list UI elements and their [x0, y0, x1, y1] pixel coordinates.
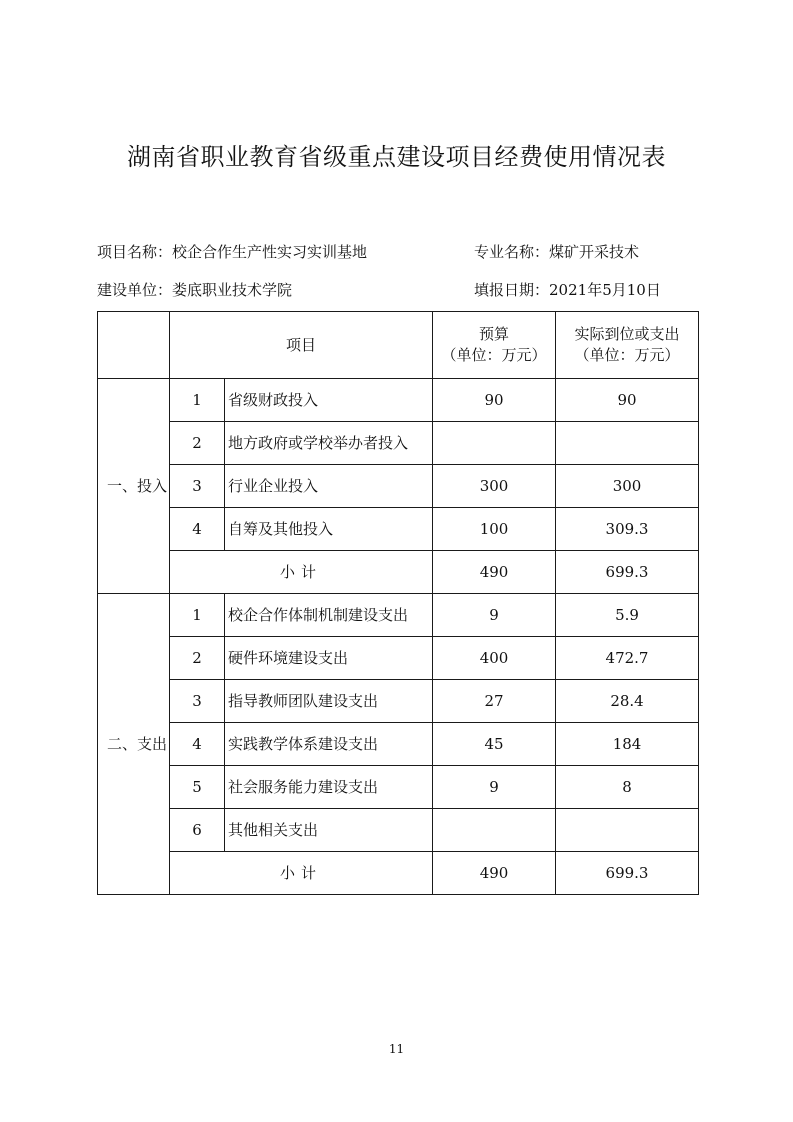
row-actual: 472.7 [556, 637, 699, 680]
project-name-label: 项目名称： [97, 243, 173, 261]
table-row [98, 465, 699, 508]
subtotal-label: 小计 [170, 852, 433, 895]
table-row [98, 766, 699, 809]
date-field [474, 279, 661, 300]
major-label: 专业名称： [474, 243, 550, 261]
table-row [98, 422, 699, 465]
table-row [98, 379, 699, 422]
table-row [98, 594, 699, 637]
header-actual-unit: （单位：万元） [574, 346, 680, 364]
subtotal-label: 小计 [170, 551, 433, 594]
row-name: 其他相关支出 [225, 809, 433, 852]
date-label: 填报日期： [474, 281, 550, 299]
row-name: 校企合作体制机制建设支出 [225, 594, 433, 637]
page-number: 11 [388, 1042, 405, 1056]
table-row [98, 680, 699, 723]
funding-table [97, 311, 699, 895]
row-actual: 184 [556, 723, 699, 766]
row-name: 硬件环境建设支出 [225, 637, 433, 680]
row-budget: 27 [433, 680, 556, 723]
section-expenditure-label: 二、支出 [98, 594, 170, 895]
row-no: 6 [170, 809, 225, 852]
subtotal-budget: 490 [433, 551, 556, 594]
row-no: 2 [170, 422, 225, 465]
project-name-field [97, 241, 367, 262]
row-actual [556, 422, 699, 465]
table-header-row [98, 312, 699, 379]
date-value: 2021年5月10日 [549, 281, 661, 299]
row-actual: 90 [556, 379, 699, 422]
page-title: 湖南省职业教育省级重点建设项目经费使用情况表 [127, 143, 666, 171]
row-no: 4 [170, 723, 225, 766]
row-no: 1 [170, 379, 225, 422]
row-budget [433, 809, 556, 852]
row-no: 3 [170, 680, 225, 723]
row-no: 4 [170, 508, 225, 551]
header-budget-title: 预算 [479, 325, 510, 343]
row-budget: 45 [433, 723, 556, 766]
header-actual-title: 实际到位或支出 [574, 325, 680, 343]
subtotal-actual: 699.3 [556, 852, 699, 895]
row-name: 省级财政投入 [225, 379, 433, 422]
row-no: 1 [170, 594, 225, 637]
row-name: 行业企业投入 [225, 465, 433, 508]
table-row [98, 809, 699, 852]
major-value: 煤矿开采技术 [549, 243, 640, 261]
major-field [474, 241, 639, 262]
row-name: 指导教师团队建设支出 [225, 680, 433, 723]
row-budget: 400 [433, 637, 556, 680]
row-budget: 90 [433, 379, 556, 422]
row-budget: 100 [433, 508, 556, 551]
row-budget: 300 [433, 465, 556, 508]
subtotal-row [98, 852, 699, 895]
unit-field [97, 279, 292, 300]
row-budget: 9 [433, 766, 556, 809]
row-no: 3 [170, 465, 225, 508]
row-no: 2 [170, 637, 225, 680]
section-investment-label: 一、投入 [98, 379, 170, 594]
row-name: 地方政府或学校举办者投入 [225, 422, 433, 465]
row-budget [433, 422, 556, 465]
header-budget [433, 312, 556, 379]
unit-value: 娄底职业技术学院 [172, 281, 293, 299]
row-no: 5 [170, 766, 225, 809]
table-row [98, 723, 699, 766]
row-actual: 5.9 [556, 594, 699, 637]
header-actual [556, 312, 699, 379]
row-actual [556, 809, 699, 852]
header-blank-cell [98, 312, 170, 379]
subtotal-budget: 490 [433, 852, 556, 895]
subtotal-row [98, 551, 699, 594]
subtotal-actual: 699.3 [556, 551, 699, 594]
header-item: 项目 [170, 312, 433, 379]
row-name: 社会服务能力建设支出 [225, 766, 433, 809]
project-name-value: 校企合作生产性实习实训基地 [172, 243, 368, 261]
table-row [98, 508, 699, 551]
unit-label: 建设单位： [97, 281, 173, 299]
row-actual: 300 [556, 465, 699, 508]
row-actual: 8 [556, 766, 699, 809]
row-name: 实践教学体系建设支出 [225, 723, 433, 766]
row-actual: 28.4 [556, 680, 699, 723]
row-actual: 309.3 [556, 508, 699, 551]
row-name: 自筹及其他投入 [225, 508, 433, 551]
row-budget: 9 [433, 594, 556, 637]
header-budget-unit: （单位：万元） [441, 346, 547, 364]
table-row [98, 637, 699, 680]
